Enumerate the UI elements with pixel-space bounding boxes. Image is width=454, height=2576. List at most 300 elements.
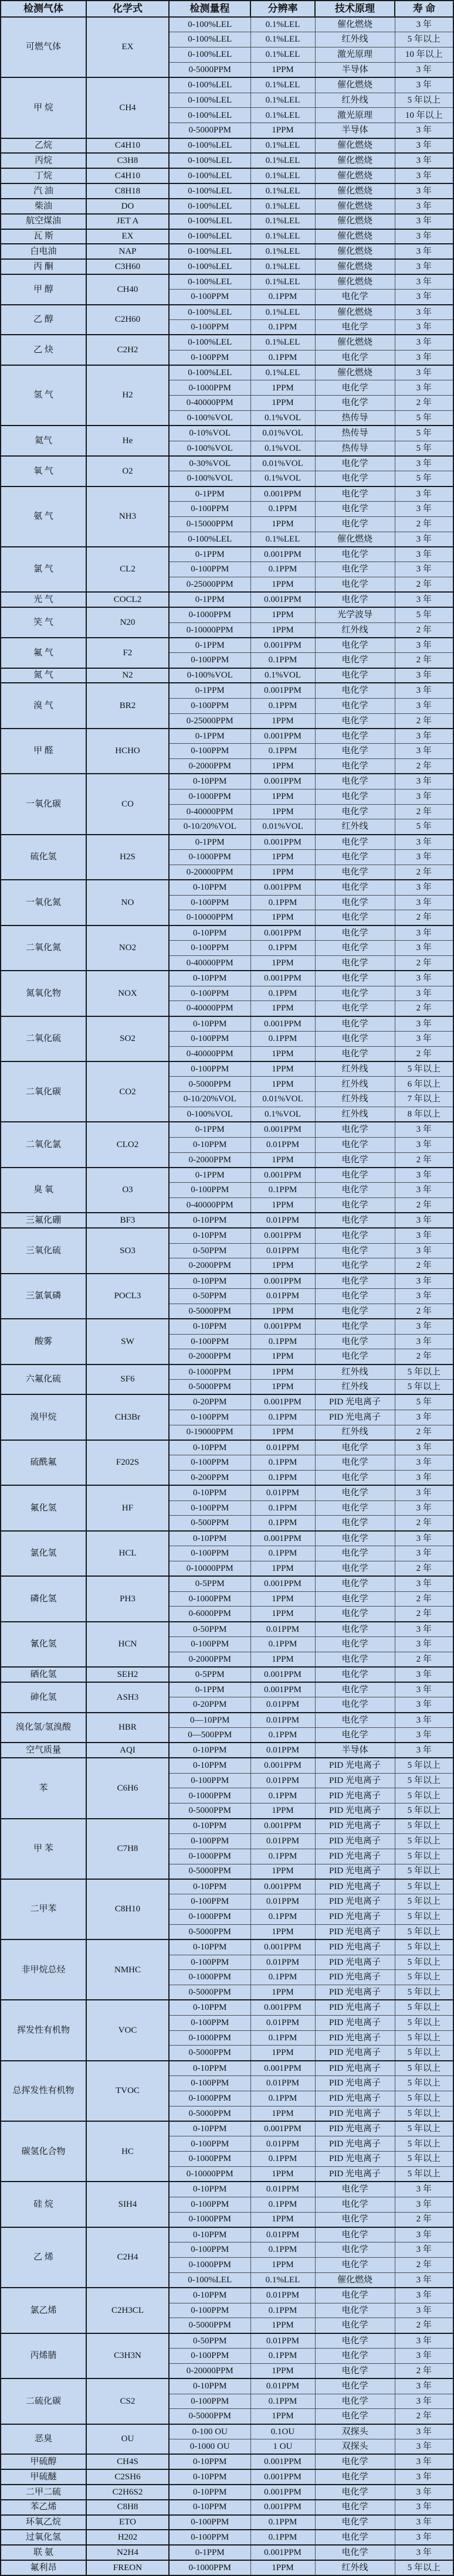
principle-cell: 电化学 bbox=[315, 1046, 395, 1061]
lifespan-cell: 3 年 bbox=[395, 77, 453, 93]
resolution-cell: 0.1PPM bbox=[250, 290, 315, 305]
principle-cell: 电化学 bbox=[315, 895, 395, 910]
resolution-cell: 0.1%LEL bbox=[250, 153, 315, 168]
principle-cell: PID 光电离子 bbox=[315, 1894, 395, 1910]
lifespan-cell: 2 年 bbox=[395, 1349, 453, 1364]
resolution-cell: 1PPM bbox=[250, 2409, 315, 2424]
gas-name-cell: 氯化氢 bbox=[1, 1531, 86, 1576]
resolution-cell: 0.001PPM bbox=[250, 2454, 315, 2469]
principle-cell: 红外线 bbox=[315, 819, 395, 835]
resolution-cell: 0.1%VOL bbox=[250, 441, 315, 456]
resolution-cell: 0.01%VOL bbox=[250, 1092, 315, 1107]
lifespan-cell: 2 年 bbox=[395, 396, 453, 411]
gas-name-cell: 硒化氢 bbox=[1, 1667, 86, 1682]
resolution-cell: 0.1PPM bbox=[250, 2349, 315, 2364]
principle-cell: 电化学 bbox=[315, 1137, 395, 1152]
principle-cell: 电化学 bbox=[315, 941, 395, 956]
resolution-cell: 0.001PPM bbox=[250, 1758, 315, 1773]
principle-cell: 半导体 bbox=[315, 123, 395, 138]
range-cell: 0-100PPM bbox=[169, 1410, 250, 1425]
table-row bbox=[1, 456, 453, 471]
resolution-cell: 0.1PPM bbox=[250, 2152, 315, 2167]
table-row bbox=[1, 2061, 453, 2076]
principle-cell: 催化燃烧 bbox=[315, 199, 395, 214]
range-cell: 0-5000PPM bbox=[169, 1077, 250, 1092]
resolution-cell: 1PPM bbox=[250, 1364, 315, 1380]
lifespan-cell: 3 年 bbox=[395, 835, 453, 850]
gas-name-cell: 溴甲烷 bbox=[1, 1394, 86, 1440]
gas-name-cell: 挥发性有机物 bbox=[1, 2000, 86, 2060]
lifespan-cell: 5 年 bbox=[395, 411, 453, 426]
gas-name-cell: 六氟化硫 bbox=[1, 1364, 86, 1395]
resolution-cell: 0.1%LEL bbox=[250, 168, 315, 183]
table-row bbox=[1, 1061, 453, 1077]
lifespan-cell: 3 年 bbox=[395, 2515, 453, 2530]
resolution-cell: 1PPM bbox=[250, 1046, 315, 1061]
principle-cell: PID 光电离子 bbox=[315, 2091, 395, 2106]
lifespan-cell: 3 年 bbox=[395, 274, 453, 290]
range-cell: 0-1000PPM bbox=[169, 1910, 250, 1925]
range-cell: 0-100PPM bbox=[169, 1637, 250, 1652]
principle-cell: PID 光电离子 bbox=[315, 1788, 395, 1803]
table-row bbox=[1, 971, 453, 986]
principle-cell: 电化学 bbox=[315, 1485, 395, 1500]
range-cell: 0-10PPM bbox=[169, 880, 250, 895]
formula-cell: NOX bbox=[86, 971, 169, 1016]
range-cell: 0-40000PPM bbox=[169, 1001, 250, 1016]
principle-cell: PID 光电离子 bbox=[315, 1833, 395, 1849]
formula-cell: SEH2 bbox=[86, 1667, 169, 1682]
gas-name-cell: 硅 烷 bbox=[1, 2182, 86, 2227]
range-cell: 0-5000PPM bbox=[169, 1985, 250, 2000]
principle-cell: 电化学 bbox=[315, 1500, 395, 1516]
resolution-cell: 0.1PPM bbox=[250, 1455, 315, 1471]
formula-cell: CO bbox=[86, 774, 169, 834]
principle-cell: 电化学 bbox=[315, 698, 395, 713]
range-cell: 0-100PPM bbox=[169, 290, 250, 305]
resolution-cell: 0.01PPM bbox=[250, 2288, 315, 2303]
principle-cell: 电化学 bbox=[315, 865, 395, 880]
resolution-cell: 0.01PPM bbox=[250, 2378, 315, 2394]
principle-cell: 电化学 bbox=[315, 516, 395, 532]
lifespan-cell: 2 年 bbox=[395, 1516, 453, 1531]
resolution-cell: 0.1PPM bbox=[250, 698, 315, 713]
resolution-cell: 0.1%LEL bbox=[250, 199, 315, 214]
lifespan-cell: 3 年 bbox=[395, 305, 453, 320]
table-row bbox=[1, 2227, 453, 2242]
range-cell: 0-1PPM bbox=[169, 547, 250, 562]
lifespan-cell: 3 年 bbox=[395, 729, 453, 744]
lifespan-cell: 3 年 bbox=[395, 486, 453, 502]
resolution-cell: 0.01PPM bbox=[250, 2333, 315, 2349]
lifespan-cell: 3 年 bbox=[395, 1622, 453, 1637]
principle-cell: 催化燃烧 bbox=[315, 168, 395, 183]
principle-cell: 电化学 bbox=[315, 380, 395, 396]
gas-name-cell: 氟化氢 bbox=[1, 1485, 86, 1530]
resolution-cell: 1PPM bbox=[250, 1077, 315, 1092]
range-cell: 0-10PPM bbox=[169, 2227, 250, 2242]
gas-name-cell: 过氧化氢 bbox=[1, 2530, 86, 2545]
formula-cell: C2H2 bbox=[86, 335, 169, 365]
range-cell: 0-1000PPM bbox=[169, 789, 250, 804]
formula-cell: POCL3 bbox=[86, 1274, 169, 1319]
principle-cell: PID 光电离子 bbox=[315, 2061, 395, 2076]
table-row bbox=[1, 683, 453, 698]
principle-cell: 电化学 bbox=[315, 1440, 395, 1455]
lifespan-cell: 3 年 bbox=[395, 562, 453, 577]
lifespan-cell: 2 年 bbox=[395, 577, 453, 593]
range-cell: 0-5PPM bbox=[169, 1576, 250, 1591]
lifespan-cell: 5 年 bbox=[395, 441, 453, 456]
resolution-cell: 0.1PPM bbox=[250, 320, 315, 335]
principle-cell: 电化学 bbox=[315, 1258, 395, 1274]
lifespan-cell: 2 年 bbox=[395, 1258, 453, 1274]
lifespan-cell: 6 年以上 bbox=[395, 1077, 453, 1092]
header-row bbox=[1, 1, 453, 17]
principle-cell: 电化学 bbox=[315, 2378, 395, 2394]
lifespan-cell: 2 年 bbox=[395, 1152, 453, 1168]
principle-cell: 电化学 bbox=[315, 1637, 395, 1652]
range-cell: 0-1000PPM bbox=[169, 1591, 250, 1607]
resolution-cell: 0.1PPM bbox=[250, 1183, 315, 1198]
principle-cell: 红外线 bbox=[315, 1077, 395, 1092]
range-cell: 0-1PPM bbox=[169, 638, 250, 653]
lifespan-cell: 3 年 bbox=[395, 2454, 453, 2469]
table-row bbox=[1, 335, 453, 350]
table-row bbox=[1, 2560, 453, 2575]
principle-cell: 电化学 bbox=[315, 1152, 395, 1168]
column-header: 检测量程 bbox=[169, 1, 250, 17]
lifespan-cell: 3 年 bbox=[395, 320, 453, 335]
table-row bbox=[1, 1213, 453, 1228]
lifespan-cell: 3 年 bbox=[395, 532, 453, 547]
range-cell: 0—10PPM bbox=[169, 1713, 250, 1728]
formula-cell: H202 bbox=[86, 2530, 169, 2545]
resolution-cell: 0.001PPM bbox=[250, 971, 315, 986]
table-row bbox=[1, 2378, 453, 2394]
lifespan-cell: 5 年以上 bbox=[395, 2000, 453, 2015]
table-row bbox=[1, 305, 453, 320]
range-cell: 0-5000PPM bbox=[169, 1864, 250, 1879]
principle-cell: PID 光电离子 bbox=[315, 1955, 395, 1970]
lifespan-cell: 2 年 bbox=[395, 1652, 453, 1667]
range-cell: 0-10PPM bbox=[169, 1213, 250, 1228]
principle-cell: 电化学 bbox=[315, 1667, 395, 1682]
resolution-cell: 0.01PPM bbox=[250, 2015, 315, 2030]
range-cell: 0-5000PPM bbox=[169, 2046, 250, 2061]
range-cell: 0-1PPM bbox=[169, 835, 250, 850]
lifespan-cell: 3 年 bbox=[395, 259, 453, 274]
lifespan-cell: 3 年 bbox=[395, 850, 453, 865]
principle-cell: 电化学 bbox=[315, 2363, 395, 2378]
range-cell: 0-100%LEL bbox=[169, 47, 250, 63]
resolution-cell: 1PPM bbox=[250, 1304, 315, 1319]
principle-cell: 电化学 bbox=[315, 562, 395, 577]
resolution-cell: 0.001PPM bbox=[250, 880, 315, 895]
lifespan-cell: 3 年 bbox=[395, 2227, 453, 2242]
principle-cell: 电化学 bbox=[315, 1031, 395, 1046]
table-row bbox=[1, 1394, 453, 1410]
principle-cell: 红外线 bbox=[315, 1380, 395, 1395]
gas-name-cell: 氮 气 bbox=[1, 668, 86, 683]
table-row bbox=[1, 774, 453, 789]
range-cell: 0-5000PPM bbox=[169, 2318, 250, 2333]
range-cell: 0-10PPM bbox=[169, 1016, 250, 1032]
gas-name-cell: 白电油 bbox=[1, 244, 86, 259]
principle-cell: 电化学 bbox=[315, 1576, 395, 1591]
gas-name-cell: 环氧乙烷 bbox=[1, 2515, 86, 2530]
principle-cell: 电化学 bbox=[315, 1607, 395, 1622]
range-cell: 0-100%VOL bbox=[169, 441, 250, 456]
principle-cell: 电化学 bbox=[315, 2485, 395, 2500]
resolution-cell: 0.1%LEL bbox=[250, 214, 315, 229]
formula-cell: N2 bbox=[86, 668, 169, 683]
range-cell: 0-10PPM bbox=[169, 1531, 250, 1546]
principle-cell: 电化学 bbox=[315, 1274, 395, 1289]
gas-name-cell: 甲 醛 bbox=[1, 729, 86, 774]
table-row bbox=[1, 2530, 453, 2545]
range-cell: 0-100%LEL bbox=[169, 183, 250, 199]
lifespan-cell: 2 年 bbox=[395, 1425, 453, 1440]
resolution-cell: 1PPM bbox=[250, 607, 315, 622]
gas-name-cell: 硫化氢 bbox=[1, 835, 86, 880]
lifespan-cell: 2 年 bbox=[395, 1046, 453, 1061]
lifespan-cell: 5 年 bbox=[395, 471, 453, 486]
range-cell: 0-1000PPM bbox=[169, 2091, 250, 2106]
range-cell: 0-10PPM bbox=[169, 2500, 250, 2515]
resolution-cell: 0.1PPM bbox=[250, 1031, 315, 1046]
lifespan-cell: 5 年以上 bbox=[395, 1955, 453, 1970]
range-cell: 0-100%LEL bbox=[169, 229, 250, 244]
gas-name-cell: 一氧化氮 bbox=[1, 880, 86, 925]
lifespan-cell: 2 年 bbox=[395, 622, 453, 638]
lifespan-cell: 2 年 bbox=[395, 1607, 453, 1622]
principle-cell: 电化学 bbox=[315, 1183, 395, 1198]
range-cell: 0-1PPM bbox=[169, 2545, 250, 2560]
range-cell: 0-100%LEL bbox=[169, 214, 250, 229]
formula-cell: AQI bbox=[86, 1743, 169, 1758]
principle-cell: PID 光电离子 bbox=[315, 1864, 395, 1879]
resolution-cell: 0.1PPM bbox=[250, 562, 315, 577]
lifespan-cell: 3 年 bbox=[395, 971, 453, 986]
column-header: 检测气体 bbox=[1, 1, 86, 17]
resolution-cell: 1PPM bbox=[250, 713, 315, 729]
lifespan-cell: 3 年 bbox=[395, 1289, 453, 1304]
formula-cell: HC bbox=[86, 2121, 169, 2182]
range-cell: 0-100PPM bbox=[169, 1955, 250, 1970]
principle-cell: 电化学 bbox=[315, 713, 395, 729]
principle-cell: 电化学 bbox=[315, 592, 395, 607]
formula-cell: HCHO bbox=[86, 729, 169, 774]
principle-cell: 电化学 bbox=[315, 1228, 395, 1243]
table-row bbox=[1, 2454, 453, 2469]
lifespan-cell: 5 年以上 bbox=[395, 1924, 453, 1939]
lifespan-cell: 3 年 bbox=[395, 62, 453, 77]
resolution-cell: 0.01%VOL bbox=[250, 819, 315, 835]
gas-name-cell: 甲硫醚 bbox=[1, 2469, 86, 2485]
principle-cell: 电化学 bbox=[315, 1561, 395, 1576]
resolution-cell: 0.001PPM bbox=[250, 1667, 315, 1682]
principle-cell: 电化学 bbox=[315, 1471, 395, 1486]
principle-cell: 双探头 bbox=[315, 2424, 395, 2439]
lifespan-cell: 3 年 bbox=[395, 683, 453, 698]
principle-cell: 催化燃烧 bbox=[315, 153, 395, 168]
range-cell: 0-10PPM bbox=[169, 2121, 250, 2136]
resolution-cell: 0.1%LEL bbox=[250, 183, 315, 199]
formula-cell: C4H10 bbox=[86, 168, 169, 183]
table-row bbox=[1, 1576, 453, 1591]
table-row bbox=[1, 183, 453, 199]
gas-name-cell: 三氧化硫 bbox=[1, 1228, 86, 1273]
lifespan-cell: 3 年 bbox=[395, 2197, 453, 2212]
gas-name-cell: 磷化氢 bbox=[1, 1576, 86, 1621]
lifespan-cell: 2 年 bbox=[395, 804, 453, 819]
gas-name-cell: 丁烷 bbox=[1, 168, 86, 183]
range-cell: 0-50PPM bbox=[169, 1622, 250, 1637]
principle-cell: 热传导 bbox=[315, 411, 395, 426]
principle-cell: 电化学 bbox=[315, 1622, 395, 1637]
formula-cell: C3H60 bbox=[86, 259, 169, 274]
lifespan-cell: 3 年 bbox=[395, 1243, 453, 1258]
table-row bbox=[1, 1622, 453, 1637]
resolution-cell: 0.001PPM bbox=[250, 547, 315, 562]
range-cell: 0-1000PPM bbox=[169, 2030, 250, 2046]
lifespan-cell: 5 年以上 bbox=[395, 2167, 453, 2182]
table-row bbox=[1, 1485, 453, 1500]
gas-name-cell: 苯 bbox=[1, 1758, 86, 1818]
range-cell: 0-10PPM bbox=[169, 1137, 250, 1152]
resolution-cell: 1PPM bbox=[250, 1985, 315, 2000]
lifespan-cell: 2 年 bbox=[395, 2212, 453, 2227]
resolution-cell: 0.01PPM bbox=[250, 1289, 315, 1304]
resolution-cell: 0.1%LEL bbox=[250, 93, 315, 108]
principle-cell: 电化学 bbox=[315, 2500, 395, 2515]
principle-cell: 催化燃烧 bbox=[315, 244, 395, 259]
range-cell: 0-100PPM bbox=[169, 1773, 250, 1788]
lifespan-cell: 2 年 bbox=[395, 516, 453, 532]
lifespan-cell: 2 年 bbox=[395, 759, 453, 774]
principle-cell: 电化学 bbox=[315, 1516, 395, 1531]
resolution-cell: 0.1PPM bbox=[250, 1546, 315, 1561]
principle-cell: 光学波导 bbox=[315, 607, 395, 622]
lifespan-cell: 3 年 bbox=[395, 17, 453, 32]
resolution-cell: 1PPM bbox=[250, 1561, 315, 1576]
range-cell: 0-1000PPM bbox=[169, 2152, 250, 2167]
lifespan-cell: 5 年以上 bbox=[395, 2136, 453, 2152]
formula-cell: SIH4 bbox=[86, 2182, 169, 2227]
range-cell: 0-100PPM bbox=[169, 698, 250, 713]
principle-cell: 热传导 bbox=[315, 426, 395, 441]
principle-cell: 电化学 bbox=[315, 729, 395, 744]
table-row bbox=[1, 2485, 453, 2500]
principle-cell: PID 光电离子 bbox=[315, 2106, 395, 2121]
resolution-cell: 0.1PPM bbox=[250, 986, 315, 1001]
gas-name-cell: 溴 气 bbox=[1, 683, 86, 728]
lifespan-cell: 5 年 bbox=[395, 607, 453, 622]
resolution-cell: 0.1PPM bbox=[250, 350, 315, 365]
range-cell: 0-1000PPM bbox=[169, 1970, 250, 1985]
formula-cell: DO bbox=[86, 199, 169, 214]
range-cell: 0-1000PPM bbox=[169, 2212, 250, 2227]
resolution-cell: 1PPM bbox=[250, 1198, 315, 1213]
range-cell: 0-100PPM bbox=[169, 941, 250, 956]
range-cell: 0-100PPM bbox=[169, 2530, 250, 2545]
lifespan-cell: 3 年 bbox=[395, 1334, 453, 1349]
gas-name-cell: 甲 烷 bbox=[1, 77, 86, 138]
lifespan-cell: 8 年以上 bbox=[395, 1107, 453, 1122]
lifespan-cell: 3 年 bbox=[395, 1274, 453, 1289]
principle-cell: 电化学 bbox=[315, 1289, 395, 1304]
principle-cell: 电化学 bbox=[315, 1728, 395, 1743]
resolution-cell: 1PPM bbox=[250, 622, 315, 638]
table-row bbox=[1, 229, 453, 244]
range-cell: 0-10PPM bbox=[169, 2485, 250, 2500]
gas-name-cell: 氯乙烯 bbox=[1, 2288, 86, 2333]
range-cell: 0-5000PPM bbox=[169, 1803, 250, 1819]
gas-name-cell: 二氧化氯 bbox=[1, 1122, 86, 1167]
resolution-cell: 1PPM bbox=[250, 1258, 315, 1274]
lifespan-cell: 3 年 bbox=[395, 153, 453, 168]
gas-name-cell: 氯 气 bbox=[1, 547, 86, 592]
range-cell: 0-100PPM bbox=[169, 1334, 250, 1349]
lifespan-cell: 3 年 bbox=[395, 199, 453, 214]
lifespan-cell: 3 年 bbox=[395, 744, 453, 759]
lifespan-cell: 5 年以上 bbox=[395, 1849, 453, 1864]
principle-cell: 电化学 bbox=[315, 880, 395, 895]
resolution-cell: 0.1PPM bbox=[250, 2030, 315, 2046]
resolution-cell: 1PPM bbox=[250, 804, 315, 819]
resolution-cell: 0.1PPM bbox=[250, 2303, 315, 2318]
principle-cell: 催化燃烧 bbox=[315, 229, 395, 244]
lifespan-cell: 3 年 bbox=[395, 2500, 453, 2515]
formula-cell: CLO2 bbox=[86, 1122, 169, 1167]
range-cell: 0-100%LEL bbox=[169, 305, 250, 320]
resolution-cell: 0.01PPM bbox=[250, 2136, 315, 2152]
range-cell: 0-100PPM bbox=[169, 350, 250, 365]
principle-cell: PID 光电离子 bbox=[315, 1910, 395, 1925]
formula-cell: NH3 bbox=[86, 486, 169, 547]
lifespan-cell: 2 年 bbox=[395, 1304, 453, 1319]
lifespan-cell: 5 年以上 bbox=[395, 1864, 453, 1879]
lifespan-cell: 3 年 bbox=[395, 1485, 453, 1500]
resolution-cell: 1PPM bbox=[250, 516, 315, 532]
range-cell: 0-100PPM bbox=[169, 895, 250, 910]
range-cell: 0-100PPM bbox=[169, 744, 250, 759]
principle-cell: 电化学 bbox=[315, 2318, 395, 2333]
table-row bbox=[1, 1122, 453, 1137]
range-cell: 0-2000PPM bbox=[169, 1258, 250, 1274]
lifespan-cell: 3 年 bbox=[395, 1455, 453, 1471]
principle-cell: 电化学 bbox=[315, 1243, 395, 1258]
resolution-cell: 0.1%LEL bbox=[250, 17, 315, 32]
resolution-cell: 0.1PPM bbox=[250, 1471, 315, 1486]
table-row bbox=[1, 1168, 453, 1183]
resolution-cell: 1PPM bbox=[250, 1924, 315, 1939]
lifespan-cell: 3 年 bbox=[395, 2424, 453, 2439]
principle-cell: 催化燃烧 bbox=[315, 532, 395, 547]
principle-cell: 催化燃烧 bbox=[315, 274, 395, 290]
table-row bbox=[1, 547, 453, 562]
lifespan-cell: 3 年 bbox=[395, 2288, 453, 2303]
resolution-cell: 1PPM bbox=[250, 1380, 315, 1395]
range-cell: 0-10PPM bbox=[169, 1758, 250, 1773]
gas-name-cell: 二甲二硫 bbox=[1, 2485, 86, 2500]
formula-cell: NAP bbox=[86, 244, 169, 259]
lifespan-cell: 3 年 bbox=[395, 1546, 453, 1561]
principle-cell: 催化燃烧 bbox=[315, 138, 395, 154]
principle-cell: PID 光电离子 bbox=[315, 1773, 395, 1788]
range-cell: 0-100%LEL bbox=[169, 335, 250, 350]
